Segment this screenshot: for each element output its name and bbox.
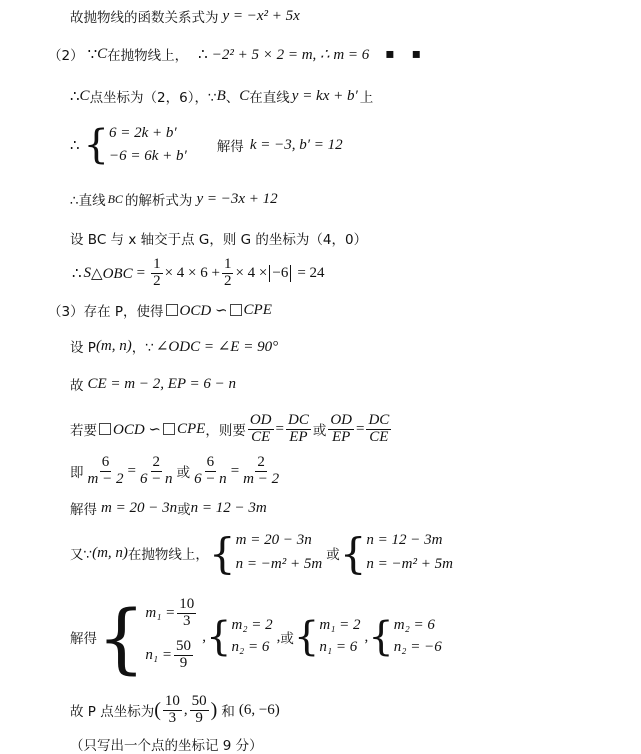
or-text: 或	[280, 631, 294, 647]
variable: n₁ =	[145, 647, 172, 663]
formula: m = 20 − 3n	[101, 499, 178, 516]
text: （只写出一个点的坐标记 9 分）	[70, 738, 263, 754]
triangle-placeholder-box	[166, 304, 178, 316]
subscript: △OBC	[91, 265, 133, 282]
point-label: B	[216, 87, 226, 104]
denominator: CE	[251, 428, 271, 445]
text: 在抛物线上，	[107, 48, 189, 64]
denominator: 2	[153, 272, 161, 289]
numerator: 50	[175, 638, 191, 655]
formula: k = −3, b′ = 12	[249, 136, 343, 153]
part-number: （2）	[48, 48, 84, 64]
line-15: 解得 { m₁ = $\frac{10}{3}$ n₁ = $\frac{50}{9}$ , { m₂ = 2 n₂ = 6 , 或 { m₁ = 2 n₁ = 6 , { m₂ = 6 n₂ = −6	[70, 592, 442, 682]
formula: × 4 × 6 +	[164, 264, 220, 281]
denominator: 3	[183, 613, 191, 629]
line-16: 故 P 点坐标为 ( $\frac{10}{3}$ , $\frac{50}{9}$ ) 和 (6, −6)	[70, 692, 280, 726]
text: 故抛物线的函数关系式为	[70, 10, 219, 26]
text: 上	[359, 90, 374, 106]
equation-2: n = −m² + 5m	[366, 556, 453, 572]
denominator: EP	[289, 428, 308, 445]
formula: CE = m − 2, EP = 6 − n	[87, 375, 237, 392]
therefore-symbol: ∴	[70, 88, 80, 105]
numerator: OD	[330, 411, 352, 428]
numerator: 2	[152, 453, 160, 470]
line-13	[70, 498, 267, 518]
text: 在直线	[249, 90, 290, 106]
line-3	[70, 86, 373, 106]
text: 解得	[216, 139, 244, 155]
line-9	[70, 336, 278, 356]
formula: × 4 ×	[235, 264, 268, 281]
therefore-symbol: ∴	[72, 265, 82, 282]
equation-2: −6 = 6k + b′	[109, 148, 187, 164]
text: 解得	[70, 502, 97, 518]
numerator: 6	[206, 453, 215, 470]
denominator: 2	[223, 272, 232, 289]
absolute-value: −6	[269, 265, 291, 282]
dots: ▪ ▪	[385, 46, 428, 62]
text: （3）存在 P，使得	[48, 304, 164, 320]
area-symbol: S	[83, 264, 92, 281]
text: 点坐标为（2，6），∵	[89, 90, 217, 106]
formula: y = −x² + 5x	[222, 7, 300, 24]
equation-2: n = −m² + 5m	[235, 556, 323, 572]
text: 若要	[70, 423, 97, 439]
text: 设 P	[70, 340, 96, 356]
triangle-placeholder-box	[99, 423, 111, 435]
line-10	[70, 374, 236, 394]
text: ，则要	[205, 423, 246, 439]
equation-1: 6 = 2k + b′	[109, 125, 177, 141]
text: 又∵	[70, 547, 93, 563]
formula: ∠ODC = ∠E = 90°	[155, 338, 279, 355]
line-1	[70, 6, 300, 26]
equation-1: m₂ = 2	[231, 616, 273, 633]
numerator: 6	[101, 453, 110, 470]
point-label: C	[97, 45, 108, 62]
line-11: 若要 OCD ∽ CPE ，则要 $\frac{OD}{CE}$ = $\frac{DC}{EP}$ 或 $\frac{OD}{EP}$ = $\frac{DC}{CE}$	[70, 411, 390, 445]
point-label: C	[79, 87, 90, 104]
point-label: C	[239, 87, 250, 104]
numerator: 1	[223, 255, 232, 272]
line-7	[72, 253, 325, 293]
text: 故 P 点坐标为	[70, 704, 155, 720]
numerator: DC	[287, 411, 309, 428]
line-label: BC	[107, 191, 123, 206]
text: 在抛物线上，	[127, 547, 209, 563]
denominator: CE	[369, 428, 389, 445]
line-17	[70, 734, 263, 754]
line-6	[70, 228, 367, 248]
triangle-placeholder-box	[230, 304, 242, 316]
triangle-placeholder-box	[163, 423, 175, 435]
point: (6, −6)	[238, 701, 280, 718]
text: 的解析式为	[124, 193, 193, 209]
equation-1: m = 20 − 3n	[235, 532, 312, 548]
text: 和	[221, 704, 235, 720]
numerator: DC	[368, 411, 390, 428]
equation-2: n₁ = 6	[319, 638, 358, 655]
formula: y = −3x + 12	[196, 190, 278, 207]
text: ∴直线	[70, 193, 106, 209]
numerator: 50	[191, 692, 207, 709]
line-12: 即 $\frac{6}{m - 2}$ = $\frac{2}{6 - n}$ 或 $\frac{6}{6 - n}$ = $\frac{2}{m - 2}$	[70, 453, 280, 487]
formula: −2² + 5 × 2 = m, ∴ m = 6	[211, 46, 370, 63]
equation-1: m₂ = 6	[393, 616, 435, 633]
text: ，∵	[131, 340, 154, 356]
text: 解得	[70, 631, 97, 647]
or-text: 或	[176, 465, 191, 481]
numerator: 2	[257, 453, 265, 470]
equation-2: n₂ = −6	[393, 638, 442, 655]
denominator: m − 2	[243, 470, 280, 487]
denominator: m − 2	[87, 470, 124, 487]
text: 设 BC 与 x 轴交于点 G，则 G 的坐标为（4，0）	[70, 232, 368, 248]
equation-1: m₁ = 2	[319, 616, 361, 633]
line-8	[48, 300, 272, 320]
line-4: ∴ { 6 = 2k + b′ −6 = 6k + b′ 解得 k = −3, b′ = 12	[70, 122, 343, 168]
or-text: 或	[326, 547, 340, 563]
or-text: 或	[177, 502, 191, 518]
equation-2: n₂ = 6	[231, 638, 270, 655]
denominator: 6 − n	[194, 470, 227, 487]
variable: m₁ =	[145, 605, 176, 621]
formula: y = kx + b′	[291, 87, 358, 104]
denominator: 9	[195, 709, 203, 726]
equation-1: n = 12 − 3m	[366, 532, 443, 548]
numerator: 10	[164, 692, 180, 709]
or-text: 或	[312, 423, 327, 439]
numerator: 10	[179, 596, 195, 613]
text: 即	[70, 465, 84, 481]
therefore-symbol: ∴	[70, 137, 80, 154]
formula: OCD ∽	[179, 302, 228, 319]
numerator: 1	[153, 255, 161, 272]
equals: =	[136, 264, 146, 281]
point: (m, n)	[95, 337, 132, 354]
denominator: 9	[179, 655, 188, 671]
line-5	[70, 189, 278, 209]
point: (m, n)	[92, 544, 128, 561]
denominator: 6 − n	[139, 470, 173, 487]
formula: CPE	[177, 420, 206, 437]
text: 故	[70, 378, 84, 394]
therefore-symbol: ∴	[198, 46, 208, 63]
denominator: EP	[332, 428, 351, 445]
numerator: OD	[249, 411, 272, 428]
line-14: 又∵ (m, n) 在抛物线上， { m = 20 − 3n n = −m² + 5m 或 { n = 12 − 3m n = −m² + 5m	[70, 528, 453, 578]
formula: = 24	[297, 264, 325, 281]
line-2	[48, 44, 427, 64]
formula: n = 12 − 3m	[190, 499, 267, 516]
formula: OCD ∽	[113, 421, 161, 438]
denominator: 3	[168, 709, 177, 726]
because-symbol: ∵	[87, 46, 98, 63]
formula: CPE	[243, 301, 272, 318]
text: 、	[225, 90, 240, 106]
